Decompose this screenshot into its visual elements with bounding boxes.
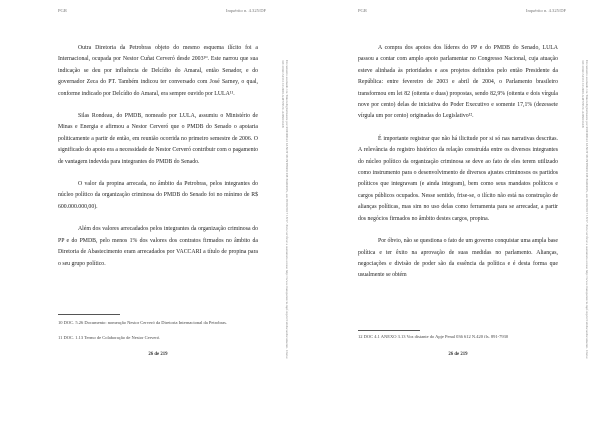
right-body-text (358, 43, 558, 293)
paragraph: Silas Rondeau, do PMDB, nomeado por LULA, assumiu o Ministério de Minas e Energia e afirmou a Nestor Cerveró que o PMDB do Senado o apoiaria politicamente a partir de então, em reunião ocorrida no primeiro semestre de 2006. O significado do apoio era a necessidade de Nestor Cerveró contribuir com o pagamento de vantagem indevida para integrantes do PMDB do Senado. (58, 113, 258, 165)
footnote-separator (58, 314, 120, 315)
footnote: 10 DOC. 5.26 Documento: nomeação Nestor Cerveró da Diretoria Internacional da Petrobras. (58, 320, 227, 325)
footnote: 11 DOC. 1.13 Termo de Colaboração de Nestor Cerveró. (58, 335, 161, 340)
paragraph: Por óbvio, não se questiona o fato de um governo conquistar uma ampla base política e ter êxito na aprovação de suas medidas no parlamento. Alianças, negociações e divisão de poder são da essência da política e é desta forma que usualmente se obtém (358, 238, 558, 279)
paragraph: É importante registrar que não há ilicitude por si só nas narrativas descritas. A relevância do registro histórico da relação construída entre os diversos integrantes do núcleo político da organização criminosa se deve ao fato de eles terem utilizado como instrumento para o desenvolvimento de diversos ajustes criminosos os partidos políticos que integravam (e ainda integram), bem como seus mandatos políticos e cargos públicos ocupados. Nesse sentido, frise-se, o ilícito não está na construção de alianças políticas, mas sim no uso delas como ferramenta para se arrecadar, a partir dos negócios firmados no âmbito destes cargos, propina. (358, 135, 558, 222)
signature-stamp-text: Documento assinado via Token digitalmente por RODRIGO JANOT MONTEIRO DE BARROS, em 05/09/2017 18:57. Para verificar a assinatura acesse http://www.transparencia.mpf.mp.br/validacaodocumento. Chave 32C1D4C3.DC1CC2DD.A4F37E2C.A2B0C0AB (580, 60, 589, 359)
signature-stamp (573, 60, 589, 390)
header-right-label: Inquérito n. 4.325/DF (226, 8, 267, 13)
page-number: 26 de 219 (148, 352, 168, 357)
header-left-label: PGR (358, 8, 367, 13)
paragraph: O valor da propina arrecada, no âmbito da Petrobras, pelos integrantes do núcleo político da organização criminosa do PMDB do Senado foi no mínimo de R$ 600.000.000,00). (58, 181, 258, 210)
paragraph: A compra dos apoios dos líderes do PP e do PMDB do Senado, LULA passou a contar com amplo apoio parlamentar no Congresso Nacional, cuja atuação esteve alinhada às prioridades e aos projetos definidos pelo então Presidente da República: entre fevereiro de 2003 e abril de 2004, o Parlamento brasileiro transformou em lei 82 (oitenta e duas) propostas, sendo 82,9% (oitenta e dois vírgula nove por cento) delas de iniciativa do Poder Executivo e somente 17,1% (dezessete vírgula um por cento) originadas do Legislativo¹². (358, 45, 558, 120)
paragraph: Outra Diretoria da Petrobras objeto do mesmo esquema ilícito foi a Internacional, ocupada por Nestor Cuñat Cerveró desde 2003¹⁰. Este narrou que sua indicação se deu por influência de Delcídio do Amaral, então Senador, e do governador Zeca do PT. Também indicou ter conversado com José Sarney, o qual, conforme indicado por Delcídio do Amaral, era sempre ouvido por LULA¹¹. (58, 45, 258, 97)
page-number: 26 de 219 (448, 352, 468, 357)
footnote: 12 DOC 4.1 ANEXO 3.13 Voz distante do Apje Penal 036 612 N.420 fls. 891-7930 (358, 334, 509, 339)
footnote-separator (358, 330, 420, 331)
header-left-label: PGR (58, 8, 67, 13)
right-page (300, 0, 600, 424)
left-body-text (58, 43, 258, 281)
signature-stamp-text: Documento assinado via Token digitalmente por RODRIGO JANOT MONTEIRO DE BARROS, em 05/09/2017 18:57. Para verificar a assinatura acesse http://www.transparencia.mpf.mp.br/validacaodocumento. Chave 32C1D4C3.DC1CC2DD.A4F37E2C.A2B0C0AB (280, 60, 289, 359)
signature-stamp (273, 60, 289, 390)
paragraph: Além dos valores arrecadados pelos integrantes da organização criminosa do PP e do PMDB, pelo menos 1% dos valores dos contratos firmados no âmbito da Diretoria de Abastecimento eram arrecadados por VACCARI a título de propina para o seu grupo político. (58, 226, 258, 267)
header-right-label: Inquérito n. 4.325/DF (526, 8, 567, 13)
